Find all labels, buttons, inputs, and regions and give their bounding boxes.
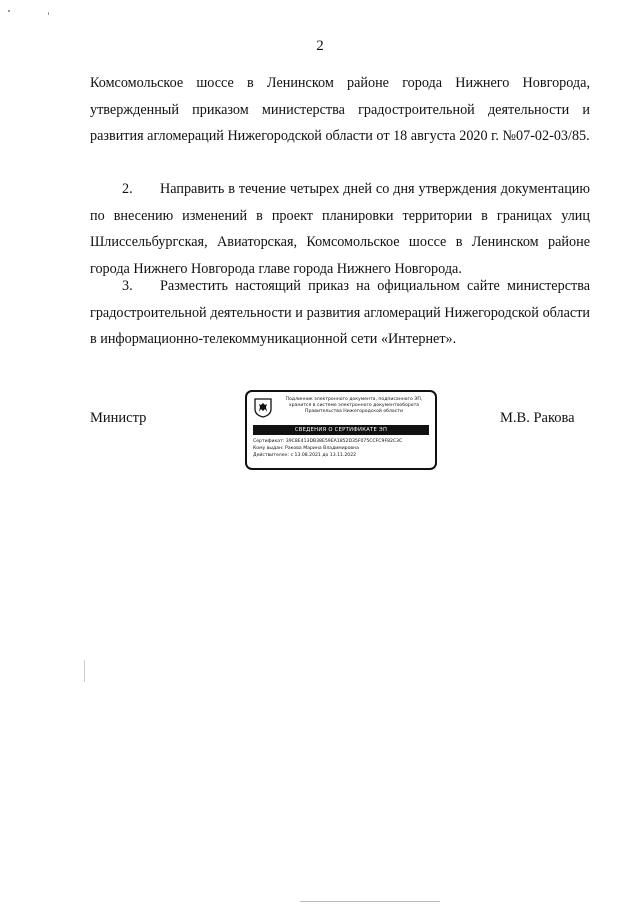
scan-artifact bbox=[8, 10, 10, 12]
signer-name: М.В. Ракова bbox=[500, 410, 575, 426]
stamp-issued-to: Кому выдан: Ракова Марина Владимировна bbox=[253, 446, 359, 451]
paragraph-number: 3. bbox=[122, 278, 133, 294]
paragraph-text: Разместить настоящий приказ на официальном сайте министерства градостроительной деятельности и развития агломераций Нижегородской области в информационно-телекоммуникационной сети «Интернет». bbox=[90, 278, 590, 347]
stamp-certificate-number: Сертификат: 39C8E413DB38E59EA1852D35F075CCFC9F82C3C bbox=[253, 439, 403, 444]
paragraph-item-2 bbox=[90, 176, 590, 282]
scan-artifact bbox=[84, 660, 85, 682]
paragraph-continuation bbox=[90, 70, 590, 150]
paragraph-number: 2. bbox=[122, 181, 133, 197]
signer-title: Министр bbox=[90, 410, 147, 426]
nizhny-novgorod-deer-emblem-icon bbox=[253, 398, 273, 418]
stamp-validity: Действителен: с 13.08.2021 до 13.11.2022 bbox=[253, 453, 357, 458]
stamp-header: Подлинник электронного документа, подписанного ЭП, хранится в системе электронного документооборота Правительства Нижегородской области bbox=[285, 397, 423, 414]
paragraph-item-3 bbox=[90, 273, 590, 353]
electronic-signature-stamp bbox=[245, 390, 437, 470]
page-number: 2 bbox=[316, 38, 324, 54]
paragraph-text: Комсомольское шоссе в Ленинском районе города Нижнего Новгорода, утвержденный приказом министерства градостроительной деятельности и развития агломераций Нижегородской области от 18 августа 2020 г. №07-02-03/85. bbox=[90, 75, 590, 144]
paragraph-text: Направить в течение четырех дней со дня утверждения документацию по внесению изменений в проект планировки территории в границах улиц Шлиссельбургская, Авиаторская, Комсомольское шоссе в Ленинском районе города Нижнего Новгорода главе города Нижнего Новгорода. bbox=[90, 181, 590, 277]
scan-artifact bbox=[48, 12, 49, 15]
stamp-certificate-heading: СВЕДЕНИЯ О СЕРТИФИКАТЕ ЭП bbox=[253, 425, 429, 435]
scan-artifact bbox=[300, 901, 440, 902]
